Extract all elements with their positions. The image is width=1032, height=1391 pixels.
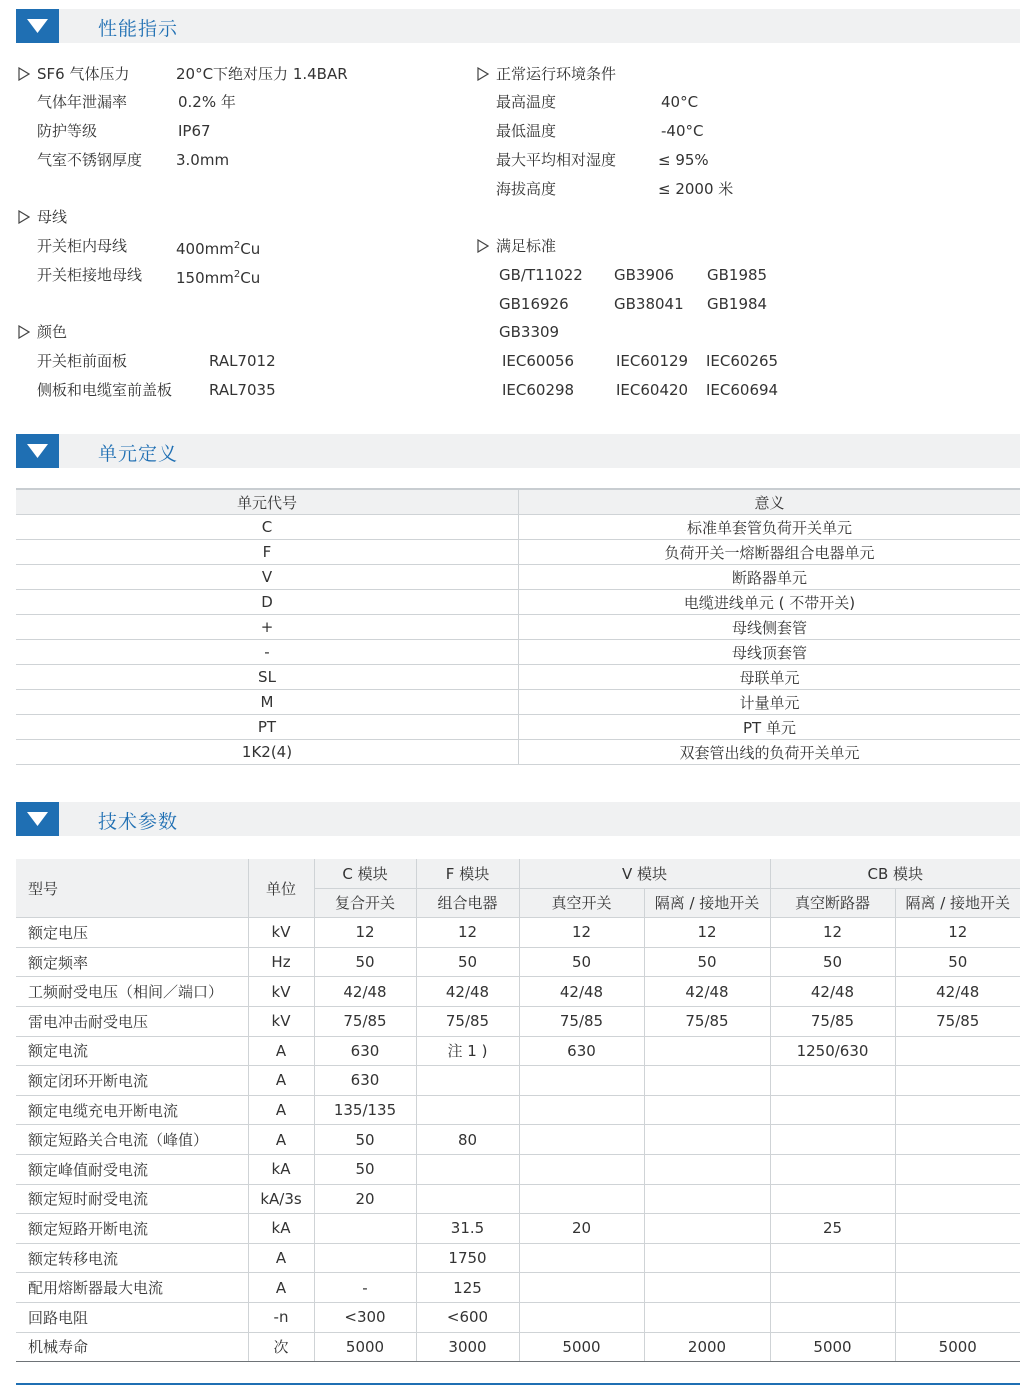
module-header-c: C 模块 (314, 859, 416, 888)
spec-value: IP67 (178, 122, 211, 140)
param-value: 135/135 (314, 1095, 416, 1125)
param-unit: A (248, 1036, 314, 1066)
spec-label: 最高温度 (496, 93, 557, 111)
color-head: 颜色 (37, 323, 68, 341)
standard-item: IEC60298 (502, 381, 575, 399)
param-unit: A (248, 1066, 314, 1096)
param-value: 12 (416, 918, 519, 948)
param-value: 630 (314, 1036, 416, 1066)
sub-header: 复合开关 (314, 888, 416, 918)
standard-item: IEC60420 (616, 381, 689, 399)
unit-meaning: 母线顶套管 (519, 640, 1021, 665)
unit-code: D (16, 590, 519, 615)
section-header-tech (16, 802, 1020, 836)
spec-value: -40°C (661, 122, 704, 140)
sub-header: 组合电器 (416, 888, 519, 918)
column-header: 单元代号 (16, 489, 519, 515)
param-value: 75/85 (416, 1006, 519, 1036)
standards-head: 满足标准 (496, 237, 557, 255)
param-unit: kA (248, 1214, 314, 1244)
param-value: 注 1 ) (416, 1036, 519, 1066)
param-value: 50 (644, 947, 770, 977)
param-value (895, 1214, 1020, 1244)
spec-value: RAL7012 (209, 352, 276, 370)
param-value (770, 1243, 895, 1273)
param-value: 3000 (416, 1332, 519, 1362)
table-row (16, 1184, 1020, 1214)
param-value (519, 1273, 644, 1303)
param-value (314, 1214, 416, 1244)
param-unit: kA/3s (248, 1184, 314, 1214)
param-unit: Hz (248, 947, 314, 977)
param-value (519, 1154, 644, 1184)
standard-item: GB1985 (707, 266, 768, 284)
param-value (519, 1184, 644, 1214)
param-value: 75/85 (770, 1006, 895, 1036)
unit-code: F (16, 540, 519, 565)
param-value: 12 (770, 918, 895, 948)
param-value: 75/85 (314, 1006, 416, 1036)
param-value (416, 1154, 519, 1184)
param-value (416, 1184, 519, 1214)
table-row (16, 565, 1020, 590)
param-unit: kV (248, 918, 314, 948)
unit-meaning: 计量单元 (519, 690, 1021, 715)
table-row (16, 1095, 1020, 1125)
unit-meaning: 断路器单元 (519, 565, 1021, 590)
spec-label: 最大平均相对湿度 (496, 151, 617, 169)
param-value: 75/85 (895, 1006, 1020, 1036)
unit-code: - (16, 640, 519, 665)
param-name: 额定电压 (16, 918, 248, 948)
param-value: - (314, 1273, 416, 1303)
unit-meaning: 负荷开关一熔断器组合电器单元 (519, 540, 1021, 565)
param-value: 5000 (314, 1332, 416, 1362)
param-name: 机械寿命 (16, 1332, 248, 1362)
module-header-v: V 模块 (519, 859, 770, 888)
param-value (895, 1066, 1020, 1096)
param-value: 80 (416, 1125, 519, 1155)
param-name: 额定峰值耐受电流 (16, 1154, 248, 1184)
table-row (16, 1243, 1020, 1273)
param-value: 42/48 (770, 977, 895, 1007)
param-value (895, 1095, 1020, 1125)
param-name: 工频耐受电压（相间／端口） (16, 977, 248, 1007)
module-header-cb: CB 模块 (770, 859, 1020, 888)
param-name: 额定短路开断电流 (16, 1214, 248, 1244)
param-value: 75/85 (644, 1006, 770, 1036)
table-row (16, 665, 1020, 690)
param-value (895, 1036, 1020, 1066)
param-value (644, 1066, 770, 1096)
table-row (16, 640, 1020, 665)
spec-label: 开关柜接地母线 (37, 266, 143, 284)
section-marker (16, 802, 59, 836)
param-value: 50 (770, 947, 895, 977)
param-value (519, 1243, 644, 1273)
triangle-right-icon (477, 239, 489, 253)
standard-item: IEC60694 (706, 381, 779, 399)
sub-header: 真空断路器 (770, 888, 895, 918)
table-row (16, 1036, 1020, 1066)
table-row (16, 715, 1020, 740)
spec-label: 开关柜前面板 (37, 352, 128, 370)
table-row (16, 740, 1020, 765)
param-value (644, 1095, 770, 1125)
param-value (644, 1154, 770, 1184)
param-unit: kV (248, 977, 314, 1007)
param-value (895, 1273, 1020, 1303)
spec-value: $400mm^2Cu$ (176, 240, 261, 258)
param-value (519, 1125, 644, 1155)
param-value (895, 1125, 1020, 1155)
param-value: 42/48 (644, 977, 770, 1007)
unit-meaning: 标准单套管负荷开关单元 (519, 515, 1021, 540)
section-header-units (16, 434, 1020, 468)
sub-header: 隔离 / 接地开关 (895, 888, 1020, 918)
param-value (770, 1095, 895, 1125)
param-value (519, 1302, 644, 1332)
param-value: 50 (314, 1154, 416, 1184)
unit-code: PT (16, 715, 519, 740)
table-row (16, 1154, 1020, 1184)
standard-item: IEC60056 (502, 352, 575, 370)
param-value (519, 1066, 644, 1096)
param-value: 42/48 (519, 977, 644, 1007)
param-value: 630 (519, 1036, 644, 1066)
table-row (16, 1302, 1020, 1332)
param-value: 50 (519, 947, 644, 977)
module-header-f: F 模块 (416, 859, 519, 888)
param-value: 5000 (770, 1332, 895, 1362)
param-name: 额定短时耐受电流 (16, 1184, 248, 1214)
param-value: 31.5 (416, 1214, 519, 1244)
column-header: 意义 (519, 489, 1021, 515)
unit-code: V (16, 565, 519, 590)
standard-item: GB3906 (614, 266, 675, 284)
param-value: 50 (314, 1125, 416, 1155)
section-title: 单元定义 (98, 443, 179, 465)
param-value: 12 (519, 918, 644, 948)
table-row (16, 1273, 1020, 1303)
table-header-row (16, 859, 1020, 888)
param-value: 5000 (895, 1332, 1020, 1362)
param-value: <300 (314, 1302, 416, 1332)
standard-item: GB1984 (707, 295, 768, 313)
table-row (16, 1332, 1020, 1362)
triangle-right-icon (477, 67, 489, 81)
spec-label: 侧板和电缆室前盖板 (37, 381, 173, 399)
section-marker (16, 434, 59, 468)
spec-value: 3.0mm (176, 151, 230, 169)
param-value: 42/48 (314, 977, 416, 1007)
param-value: 12 (895, 918, 1020, 948)
param-value: 630 (314, 1066, 416, 1096)
env-head: 正常运行环境条件 (496, 65, 617, 83)
table-header-row (16, 489, 1020, 515)
bottom-divider (16, 1383, 1020, 1385)
param-unit: A (248, 1273, 314, 1303)
param-name: 额定闭环开断电流 (16, 1066, 248, 1096)
standard-item: IEC60265 (706, 352, 779, 370)
param-name: 雷电冲击耐受电压 (16, 1006, 248, 1036)
unit-meaning: 双套管出线的负荷开关单元 (519, 740, 1021, 765)
spec-value: 40°C (661, 93, 699, 111)
triangle-right-icon (18, 67, 30, 81)
sf6-label: SF6 气体压力 (37, 65, 130, 83)
param-value: 1250/630 (770, 1036, 895, 1066)
table-row (16, 1006, 1020, 1036)
param-value: 20 (314, 1184, 416, 1214)
unit-definition-table (16, 488, 1020, 765)
param-unit: kV (248, 1006, 314, 1036)
param-value (895, 1154, 1020, 1184)
triangle-down-icon (27, 444, 48, 458)
standard-item: GB16926 (499, 295, 569, 313)
param-value (644, 1273, 770, 1303)
param-name: 额定电缆充电开断电流 (16, 1095, 248, 1125)
unit-header: 单位 (248, 859, 314, 918)
unit-code: + (16, 615, 519, 640)
spec-label: 防护等级 (37, 122, 98, 140)
param-value (895, 1184, 1020, 1214)
unit-meaning: 母线侧套管 (519, 615, 1021, 640)
param-value: 42/48 (895, 977, 1020, 1007)
param-unit: A (248, 1243, 314, 1273)
param-unit: -n (248, 1302, 314, 1332)
param-name: 额定电流 (16, 1036, 248, 1066)
param-unit: 次 (248, 1332, 314, 1362)
param-value: 50 (416, 947, 519, 977)
param-unit: A (248, 1095, 314, 1125)
table-row (16, 1214, 1020, 1244)
param-value (644, 1214, 770, 1244)
param-value (895, 1243, 1020, 1273)
param-value (770, 1184, 895, 1214)
param-value (644, 1302, 770, 1332)
standard-item: IEC60129 (616, 352, 689, 370)
param-value (895, 1302, 1020, 1332)
param-value: 50 (895, 947, 1020, 977)
param-name: 额定转移电流 (16, 1243, 248, 1273)
param-value: 75/85 (519, 1006, 644, 1036)
table-row (16, 1066, 1020, 1096)
param-value: 12 (644, 918, 770, 948)
param-value: 20 (519, 1214, 644, 1244)
table-row (16, 515, 1020, 540)
unit-code: 1K2(4) (16, 740, 519, 765)
param-name: 额定频率 (16, 947, 248, 977)
param-name: 配用熔断器最大电流 (16, 1273, 248, 1303)
triangle-right-icon (18, 210, 30, 224)
unit-meaning: PT 单元 (519, 715, 1021, 740)
table-row (16, 977, 1020, 1007)
param-value (416, 1095, 519, 1125)
param-unit: kA (248, 1154, 314, 1184)
param-value: 50 (314, 947, 416, 977)
param-value (644, 1125, 770, 1155)
sf6-value: 20°C下绝对压力 1.4BAR (176, 65, 348, 83)
spec-label: 气室不锈钢厚度 (37, 151, 143, 169)
sub-header: 真空开关 (519, 888, 644, 918)
unit-meaning: 母联单元 (519, 665, 1021, 690)
spec-value: $150mm^2Cu$ (176, 269, 261, 287)
unit-code: M (16, 690, 519, 715)
table-row (16, 1125, 1020, 1155)
param-name: 回路电阻 (16, 1302, 248, 1332)
spec-value: ≤ 2000 米 (658, 180, 734, 198)
param-value: 12 (314, 918, 416, 948)
spec-value: RAL7035 (209, 381, 276, 399)
standard-item: GB3309 (499, 323, 560, 341)
param-value: 25 (770, 1214, 895, 1244)
param-value (644, 1243, 770, 1273)
param-value: 2000 (644, 1332, 770, 1362)
param-value (770, 1154, 895, 1184)
param-value (644, 1036, 770, 1066)
triangle-right-icon (18, 325, 30, 339)
param-value: 42/48 (416, 977, 519, 1007)
param-value (314, 1243, 416, 1273)
triangle-down-icon (27, 812, 48, 826)
param-name: 额定短路关合电流（峰值） (16, 1125, 248, 1155)
param-value: <600 (416, 1302, 519, 1332)
spec-label: 海拔高度 (496, 180, 557, 198)
param-value (770, 1302, 895, 1332)
table-row (16, 690, 1020, 715)
param-value (770, 1273, 895, 1303)
standard-item: GB38041 (614, 295, 684, 313)
sub-header: 隔离 / 接地开关 (644, 888, 770, 918)
spec-value: ≤ 95% (658, 151, 709, 169)
section-title: 技术参数 (98, 811, 179, 833)
param-value (770, 1066, 895, 1096)
unit-code: SL (16, 665, 519, 690)
section-title: 性能指示 (98, 18, 179, 40)
busbar-head: 母线 (37, 208, 68, 226)
param-value (644, 1184, 770, 1214)
unit-code: C (16, 515, 519, 540)
section-header-performance (16, 9, 1020, 43)
table-row (16, 615, 1020, 640)
triangle-down-icon (27, 19, 48, 33)
standard-item: GB/T11022 (499, 266, 583, 284)
table-row (16, 590, 1020, 615)
spec-label: 气体年泄漏率 (37, 93, 128, 111)
param-value (416, 1066, 519, 1096)
param-unit: A (248, 1125, 314, 1155)
unit-meaning: 电缆进线单元 ( 不带开关) (519, 590, 1021, 615)
param-value: 125 (416, 1273, 519, 1303)
param-value (770, 1125, 895, 1155)
table-row (16, 947, 1020, 977)
model-header: 型号 (16, 859, 248, 918)
param-value: 5000 (519, 1332, 644, 1362)
table-row (16, 918, 1020, 948)
tech-parameter-table (16, 859, 1020, 1362)
spec-label: 开关柜内母线 (37, 237, 128, 255)
table-row (16, 540, 1020, 565)
param-value (519, 1095, 644, 1125)
spec-label: 最低温度 (496, 122, 557, 140)
param-value: 1750 (416, 1243, 519, 1273)
section-marker (16, 9, 59, 43)
spec-value: 0.2% 年 (178, 93, 236, 111)
